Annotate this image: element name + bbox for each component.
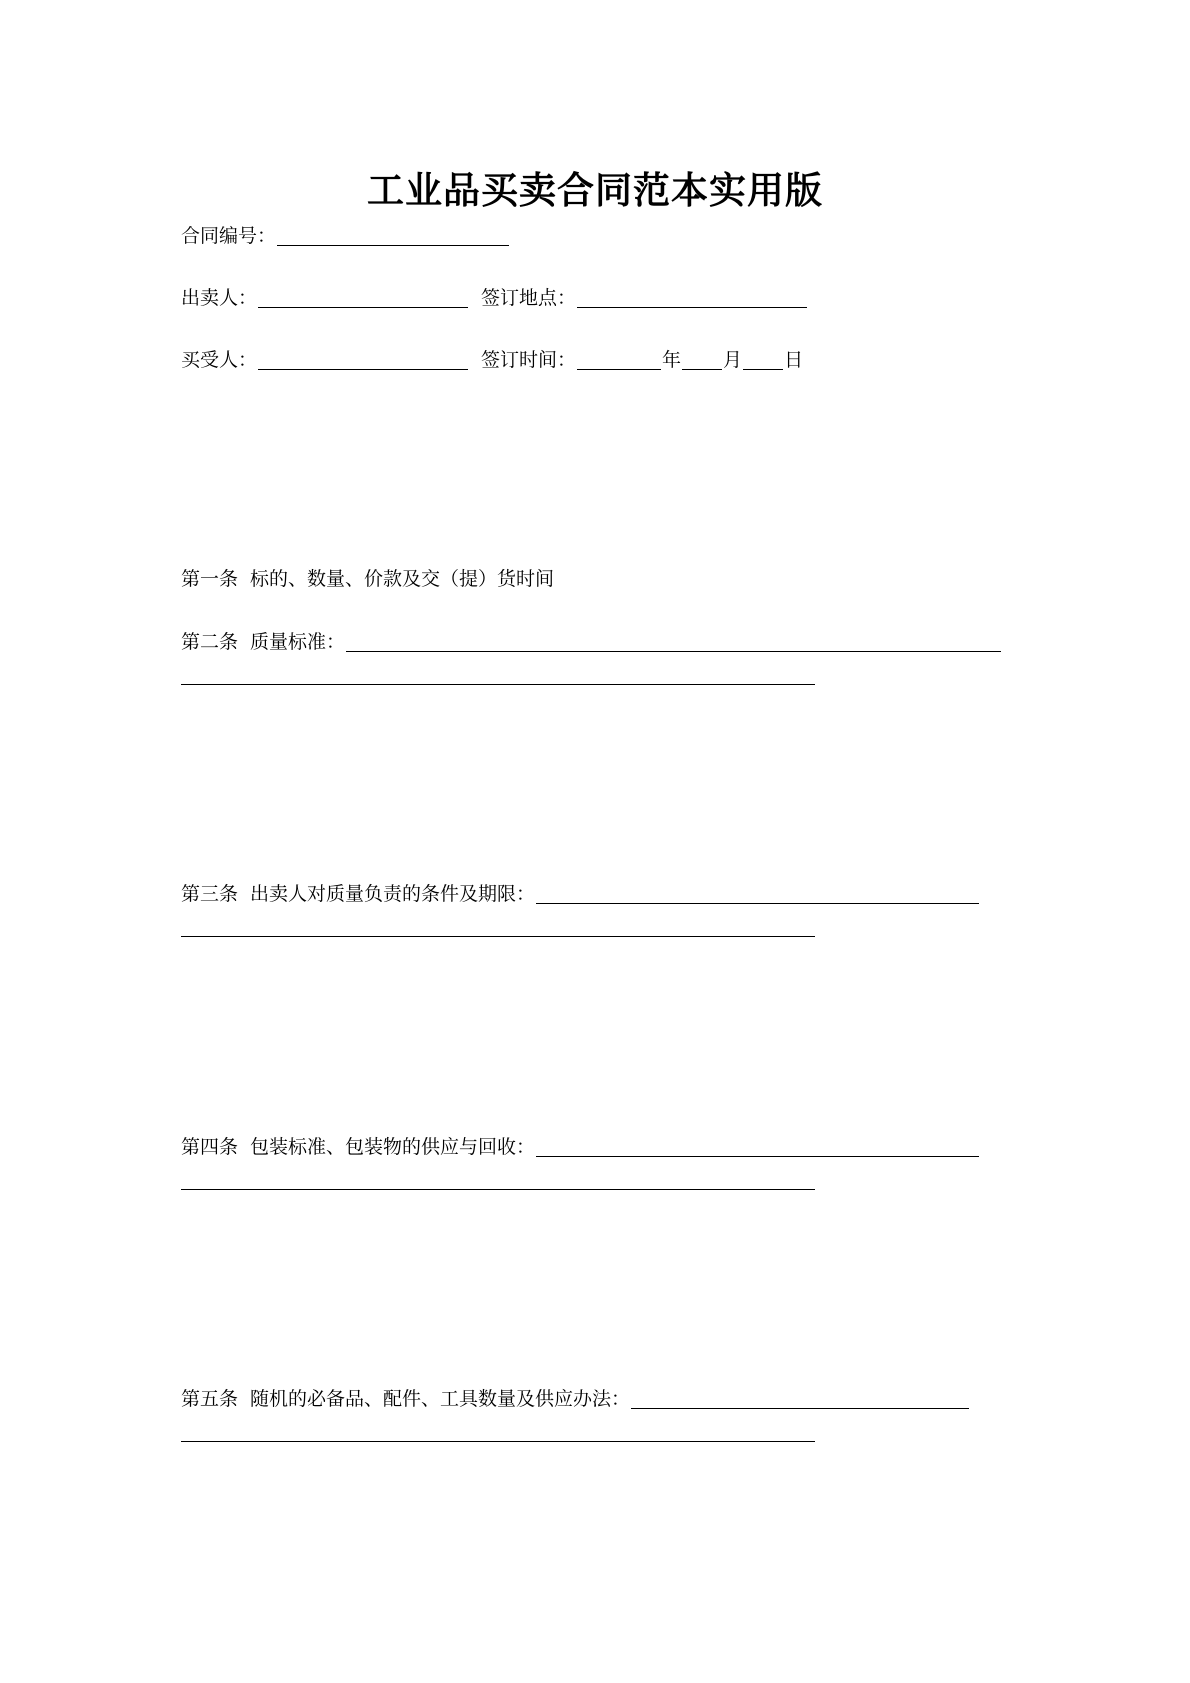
article-3-field[interactable] — [536, 883, 979, 904]
article-2-continuation-line[interactable] — [181, 684, 815, 685]
article-4-number: 第四条 — [181, 1136, 239, 1158]
buyer-field[interactable] — [258, 349, 468, 370]
buyer-line — [181, 346, 803, 374]
article-2-number: 第二条 — [181, 631, 239, 653]
article-3-continuation-line[interactable] — [181, 936, 815, 937]
article-5 — [181, 1385, 970, 1413]
article-3-number: 第三条 — [181, 883, 239, 905]
document-title: 工业品买卖合同范本实用版 — [367, 168, 823, 212]
article-4-text: 包装标准、包装物的供应与回收： — [250, 1136, 536, 1158]
contract-number-label: 合同编号： — [181, 225, 277, 247]
seller-label: 出卖人： — [181, 287, 258, 309]
article-3 — [181, 880, 980, 908]
article-1 — [181, 565, 554, 593]
day-field[interactable] — [743, 349, 783, 370]
article-2-field[interactable] — [346, 631, 1001, 652]
article-5-field[interactable] — [631, 1388, 969, 1409]
month-label: 月 — [723, 349, 743, 371]
signing-place-label: 签订地点： — [481, 287, 577, 309]
year-label: 年 — [662, 349, 682, 371]
article-2-text: 质量标准： — [250, 631, 346, 653]
day-label: 日 — [784, 349, 804, 371]
signing-place-field[interactable] — [577, 287, 807, 308]
article-5-number: 第五条 — [181, 1388, 239, 1410]
article-4 — [181, 1133, 980, 1161]
contract-number-field[interactable] — [277, 225, 509, 246]
article-5-continuation-line[interactable] — [181, 1441, 815, 1442]
signing-time-label: 签订时间： — [481, 349, 577, 371]
contract-number-line — [181, 222, 510, 250]
article-2 — [181, 628, 1002, 656]
article-1-number: 第一条 — [181, 568, 239, 590]
seller-field[interactable] — [258, 287, 468, 308]
year-field[interactable] — [577, 349, 661, 370]
buyer-label: 买受人： — [181, 349, 258, 371]
article-4-continuation-line[interactable] — [181, 1189, 815, 1190]
seller-line — [181, 284, 808, 312]
article-5-text: 随机的必备品、配件、工具数量及供应办法： — [250, 1388, 631, 1410]
article-3-text: 出卖人对质量负责的条件及期限： — [250, 883, 536, 905]
month-field[interactable] — [682, 349, 722, 370]
article-1-text: 标的、数量、价款及交（提）货时间 — [250, 568, 555, 590]
article-4-field[interactable] — [536, 1136, 979, 1157]
